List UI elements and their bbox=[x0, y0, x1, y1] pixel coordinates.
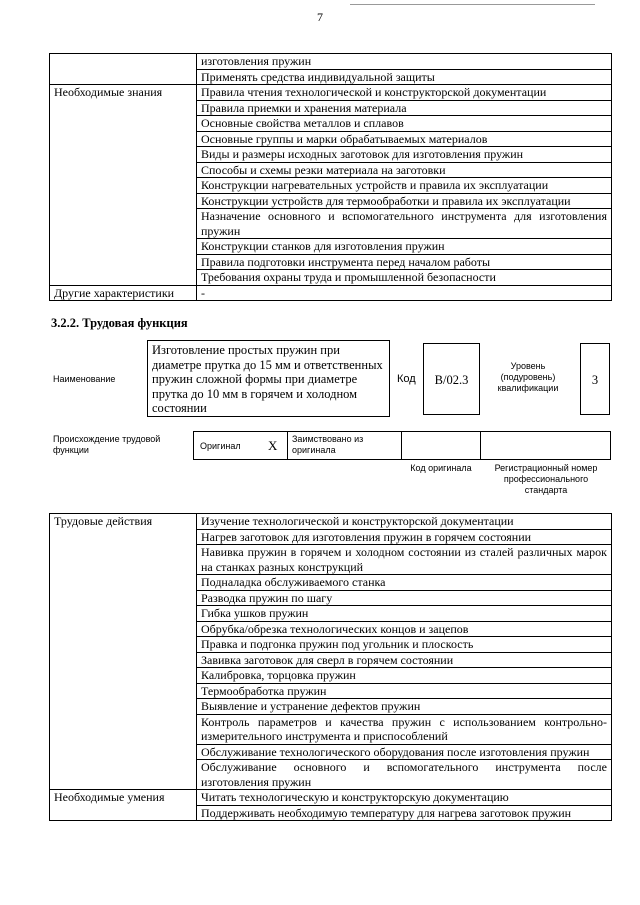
function-name-value: Изготовление простых пружин при диаметре прутка до 15 мм и ответственных пружин сложной формы при диаметре прутка до 10 мм в горячем и холодном состоянии bbox=[152, 343, 383, 415]
row-item: Обслуживание основного и вспомогательного инструмента после изготовления пружин bbox=[197, 760, 612, 790]
row-item: Калибровка, торцовка пружин bbox=[197, 668, 612, 684]
row-item: Требования охраны труда и промышленной безопасности bbox=[197, 270, 612, 286]
row-label: Другие характеристики bbox=[50, 285, 197, 301]
row-item: Обрубка/обрезка технологических концов и зацепов bbox=[197, 621, 612, 637]
original-box bbox=[193, 431, 288, 460]
borrowed-box bbox=[287, 431, 402, 460]
row-label: Необходимые умения bbox=[50, 790, 197, 821]
row-item: изготовления пружин bbox=[197, 54, 612, 70]
row-item: Правка и подгонка пружин под угольник и плоскость bbox=[197, 637, 612, 653]
level-value-box bbox=[580, 343, 610, 415]
row-item: Применять средства индивидуальной защиты bbox=[197, 69, 612, 85]
table-row bbox=[50, 514, 612, 530]
original-mark: X bbox=[268, 438, 278, 453]
row-item: Термообработка пружин bbox=[197, 683, 612, 699]
original-code-box bbox=[401, 431, 481, 460]
row-item: Конструкции устройств для термообработки и правила их эксплуатации bbox=[197, 193, 612, 209]
reg-caption: Регистрационный номер профессионального стандарта bbox=[494, 463, 598, 495]
section-title: 3.2.2. Трудовая функция bbox=[51, 316, 188, 330]
row-item: Разводка пружин по шагу bbox=[197, 590, 612, 606]
row-item: Гибка ушков пружин bbox=[197, 606, 612, 622]
knowledge-table bbox=[49, 53, 612, 301]
row-item: Подналадка обслуживаемого станка bbox=[197, 575, 612, 591]
page-number: 7 bbox=[317, 10, 323, 24]
row-item: Конструкции нагревательных устройств и правила их эксплуатации bbox=[197, 178, 612, 194]
function-name-box bbox=[147, 340, 390, 417]
code-value-box bbox=[423, 343, 480, 415]
row-item: Правила приемки и хранения материала bbox=[197, 100, 612, 116]
row-item: Виды и размеры исходных заготовок для изготовления пружин bbox=[197, 147, 612, 163]
row-item: Основные свойства металлов и сплавов bbox=[197, 116, 612, 132]
origin-label: Происхождение трудовой функции bbox=[53, 434, 161, 455]
table-row bbox=[50, 54, 612, 70]
original-label: Оригинал bbox=[200, 441, 241, 451]
name-label: Наименование bbox=[53, 374, 116, 384]
row-item: Изучение технологической и конструкторской документации bbox=[197, 514, 612, 530]
reg-number-box bbox=[480, 431, 611, 460]
row-item: Конструкции станков для изготовления пружин bbox=[197, 239, 612, 255]
row-label: Трудовые действия bbox=[50, 514, 197, 790]
row-item: Назначение основного и вспомогательного инструмента для изготовления пружин bbox=[197, 209, 612, 239]
row-item: Поддерживать необходимую температуру для нагрева заготовок пружин bbox=[197, 805, 612, 821]
borrowed-label: Заимствовано из оригинала bbox=[292, 434, 364, 455]
row-item: Контроль параметров и качества пружин с использованием контрольно-измерительного инструмента и приспособлений bbox=[197, 714, 612, 744]
actions-table bbox=[49, 513, 612, 821]
actions-table-body bbox=[50, 514, 612, 821]
row-item: Навивка пружин в горячем и холодном состоянии из сталей различных марок на станках разных конструкций bbox=[197, 545, 612, 575]
row-item: Основные группы и марки обрабатываемых материалов bbox=[197, 131, 612, 147]
row-item: Читать технологическую и конструкторскую документацию bbox=[197, 790, 612, 806]
row-item: Правила чтения технологической и конструкторской документации bbox=[197, 85, 612, 101]
row-item: Нагрев заготовок для изготовления пружин в горячем состоянии bbox=[197, 529, 612, 545]
code-label: Код bbox=[397, 373, 416, 385]
code-caption: Код оригинала bbox=[410, 463, 472, 473]
row-item: Завивка заготовок для сверл в горячем состоянии bbox=[197, 652, 612, 668]
level-label: Уровень (подуровень) квалификации bbox=[497, 361, 559, 393]
table-row bbox=[50, 85, 612, 101]
knowledge-table-body bbox=[50, 54, 612, 301]
top-rule bbox=[350, 4, 595, 5]
row-label bbox=[50, 54, 197, 85]
table-row bbox=[50, 790, 612, 806]
row-item: - bbox=[197, 285, 612, 301]
code-value: B/02.3 bbox=[434, 373, 469, 387]
row-item: Способы и схемы резки материала на заготовки bbox=[197, 162, 612, 178]
row-item: Обслуживание технологического оборудования после изготовления пружин bbox=[197, 744, 612, 760]
level-value: 3 bbox=[591, 373, 599, 387]
table-row bbox=[50, 285, 612, 301]
row-item: Выявление и устранение дефектов пружин bbox=[197, 699, 612, 715]
row-label: Необходимые знания bbox=[50, 85, 197, 286]
row-item: Правила подготовки инструмента перед началом работы bbox=[197, 254, 612, 270]
